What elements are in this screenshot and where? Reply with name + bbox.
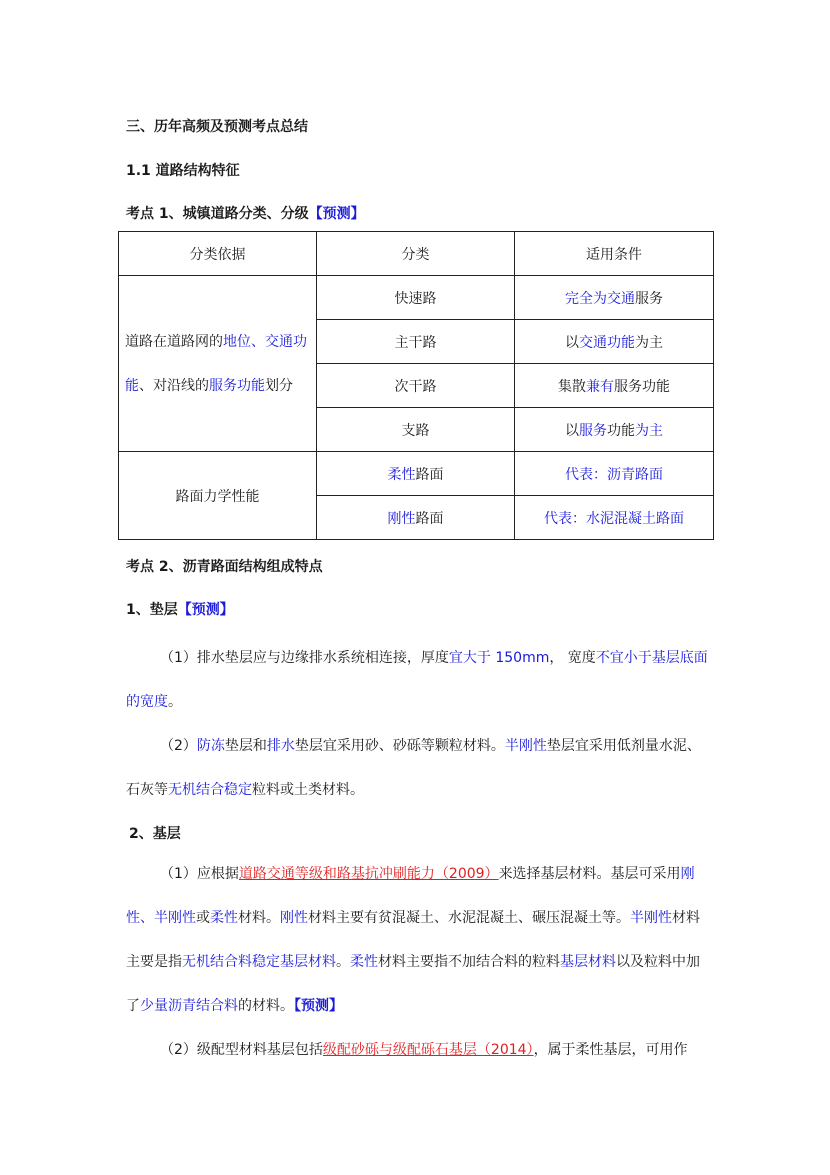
road-classification-table xyxy=(118,231,714,540)
text: 、对沿线的 xyxy=(139,377,209,394)
text-run: 刚性 xyxy=(280,910,308,926)
group-label-cell: 路面力学性能 xyxy=(119,452,317,540)
text-run: 的材料。 xyxy=(238,998,294,1014)
paragraph xyxy=(126,852,711,1028)
condition-cell xyxy=(515,276,714,320)
text: 、 xyxy=(251,333,265,350)
text-run: 材料主要是指 xyxy=(126,910,700,970)
kaodian-1-heading xyxy=(126,203,365,223)
jiceng-heading: 2、基层 xyxy=(129,826,181,842)
text-run: （1）排水垫层应与边缘排水系统相连接，厚度 xyxy=(160,650,449,666)
condition-cell xyxy=(515,320,714,364)
table-row xyxy=(119,452,714,496)
section-heading: 三、历年高频及预测考点总结 xyxy=(126,119,308,135)
category-cell xyxy=(317,496,515,540)
category-cell: 主干路 xyxy=(317,320,515,364)
text: 服务功能 xyxy=(614,378,670,395)
subsection-heading: 1.1 道路结构特征 xyxy=(126,163,240,179)
text: 兼有 xyxy=(586,378,614,395)
paragraph xyxy=(126,636,711,724)
text: 功能 xyxy=(607,422,635,439)
text-run: ， 宽度 xyxy=(549,650,596,666)
text: 交通功能 xyxy=(125,333,307,394)
text: 服务 xyxy=(579,422,607,439)
condition-cell xyxy=(515,496,714,540)
text-run: 少量沥青结合料 xyxy=(140,998,238,1014)
table-header-cell: 分类 xyxy=(317,232,515,276)
category-cell: 支路 xyxy=(317,408,515,452)
text: 完全为交通 xyxy=(565,290,635,307)
kaodian-1-title: 考点 1、城镇道路分类、分级 xyxy=(126,206,309,222)
text: 服务 xyxy=(635,290,663,307)
text-run: （1）应根据 xyxy=(160,866,239,882)
dianceng-title: 1、垫层 xyxy=(126,602,178,618)
category-cell: 快速路 xyxy=(317,276,515,320)
text-run: 级配砂砾与级配砾石基层（2014） xyxy=(322,1042,534,1058)
text-run: 垫层宜采用低剂量水泥、石灰等 xyxy=(126,738,701,798)
text: 路面 xyxy=(415,466,444,483)
text: 代表：水泥混凝土路面 xyxy=(544,510,684,527)
text: 柔性 xyxy=(387,466,416,483)
text: 为主 xyxy=(635,334,663,351)
text-run: 。 xyxy=(168,694,182,710)
group-label-cell xyxy=(119,276,317,452)
table-header-cell: 分类依据 xyxy=(119,232,317,276)
text-run: 刚性、半刚性 xyxy=(126,866,695,926)
text-run: 以及粒料中加了 xyxy=(126,954,700,1014)
paragraph xyxy=(126,1028,711,1072)
text-run: 无机结合料稳定基层材料 xyxy=(182,954,336,970)
text-run: 道路交通等级和路基抗冲刷能力（2009） xyxy=(238,866,499,882)
text-run: 宜大于 150mm xyxy=(448,650,550,666)
text-run: 柔性 xyxy=(350,954,378,970)
text: 以 xyxy=(565,334,579,351)
category-cell xyxy=(317,452,515,496)
text: 集散 xyxy=(558,378,586,395)
text-run: 垫层和 xyxy=(224,738,267,754)
text: 道路在道路网的 xyxy=(125,333,223,350)
text-run: 垫层宜采用砂、砂砾等颗粒材料。 xyxy=(294,738,505,754)
table-header-cell: 适用条件 xyxy=(515,232,714,276)
predict-tag: 【预测】 xyxy=(177,602,234,618)
text-run: 不宜小于基层底面的宽度 xyxy=(126,650,708,710)
text: 代表：沥青路面 xyxy=(565,466,663,483)
text-run: 或 xyxy=(196,910,210,926)
text-run: 材料主要指不加结合料的粒料 xyxy=(378,954,560,970)
text-run: 排水 xyxy=(266,738,295,754)
condition-cell xyxy=(515,452,714,496)
text-run: 【预测】 xyxy=(294,998,343,1014)
text-run: 材料主要有贫混凝土、水泥混凝土、碾压混凝土等。 xyxy=(308,910,630,926)
text-run: 来选择基层材料。基层可采用 xyxy=(498,866,681,882)
text: 以 xyxy=(565,422,579,439)
text-run: 材料。 xyxy=(238,910,280,926)
dianceng-heading xyxy=(126,599,234,619)
text: 交通功能 xyxy=(579,334,635,351)
table-row xyxy=(119,276,714,320)
text: 路面 xyxy=(415,510,444,527)
text-run: 柔性 xyxy=(210,910,238,926)
text-run: （2） xyxy=(160,738,197,754)
text: 刚性 xyxy=(387,510,416,527)
text-run: 。 xyxy=(336,954,350,970)
predict-tag: 【预测】 xyxy=(308,206,365,222)
text-run: 无机结合稳定 xyxy=(168,782,252,798)
text: 服务功能 xyxy=(209,377,265,394)
condition-cell xyxy=(515,408,714,452)
text: 划分 xyxy=(265,377,293,394)
text-run: （2）级配型材料基层包括 xyxy=(160,1042,323,1058)
paragraph xyxy=(126,724,711,812)
text-run: 粒料或土类材料。 xyxy=(252,782,364,798)
text: 地位 xyxy=(223,333,251,350)
text: 为主 xyxy=(635,422,663,439)
table-header-row xyxy=(119,232,714,276)
text-run: ，属于柔性基层，可用作 xyxy=(533,1042,688,1058)
text-run: 半刚性 xyxy=(504,738,547,754)
category-cell: 次干路 xyxy=(317,364,515,408)
text-run: 防冻 xyxy=(196,738,225,754)
kaodian-2-heading: 考点 2、沥青路面结构组成特点 xyxy=(126,559,323,575)
text-run: 半刚性 xyxy=(630,910,672,926)
condition-cell xyxy=(515,364,714,408)
text-run: 基层材料 xyxy=(560,954,616,970)
